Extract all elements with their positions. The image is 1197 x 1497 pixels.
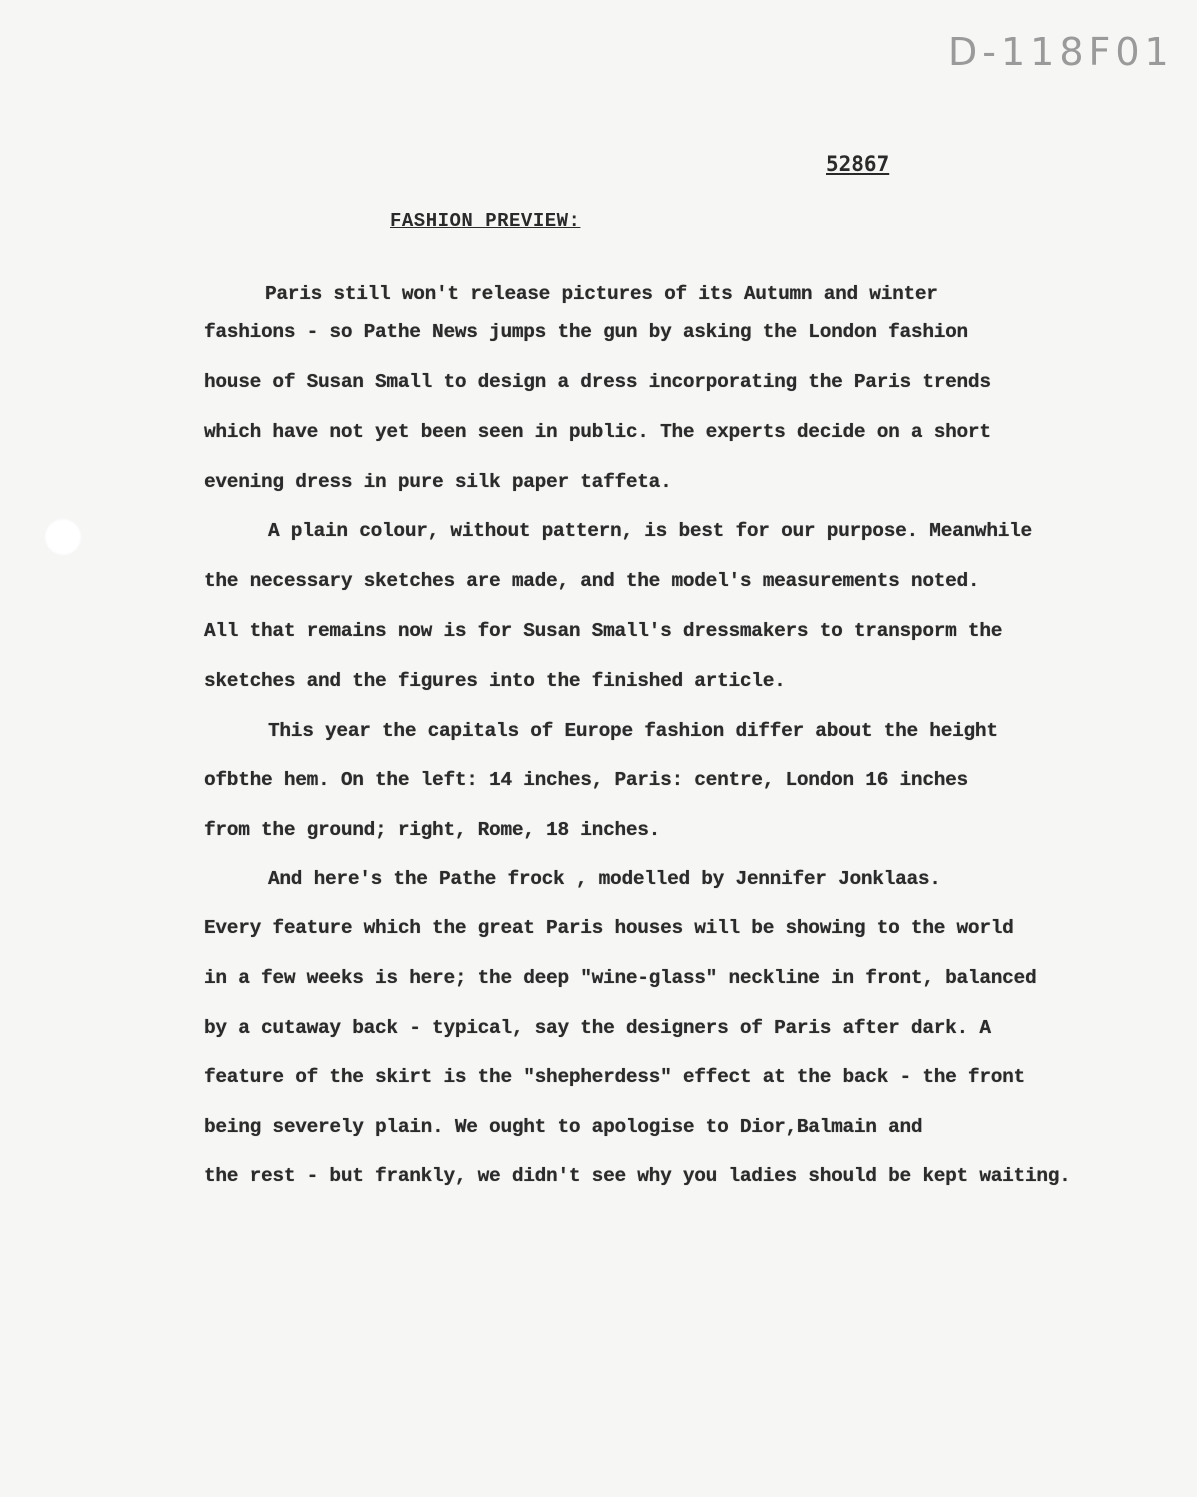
handwritten-reference: D-118F01 <box>948 30 1174 74</box>
body-line: Every feature which the great Paris houses will be showing to the world <box>204 917 1014 939</box>
body-line: from the ground; right, Rome, 18 inches. <box>204 819 661 841</box>
body-line: evening dress in pure silk paper taffeta. <box>204 471 672 493</box>
document-number: 52867 <box>826 152 890 176</box>
body-line: All that remains now is for Susan Small's dressmakers to transporm the <box>204 620 1003 642</box>
body-line: in a few weeks is here; the deep "wine-glass" neckline in front, balanced <box>204 967 1037 989</box>
body-line: which have not yet been seen in public. The experts decide on a short <box>204 421 991 443</box>
body-line: This year the capitals of Europe fashion differ about the height <box>268 720 998 742</box>
body-line: by a cutaway back - typical, say the designers of Paris after dark. A <box>204 1017 991 1039</box>
body-line: ofbthe hem. On the left: 14 inches, Paris: centre, London 16 inches <box>204 769 968 791</box>
body-line: fashions - so Pathe News jumps the gun by asking the London fashion <box>204 321 968 343</box>
body-line: A plain colour, without pattern, is best for our purpose. Meanwhile <box>268 520 1032 542</box>
page-title: FASHION PREVIEW: <box>390 210 581 232</box>
body-line: being severely plain. We ought to apologise to Dior,Balmain and <box>204 1116 923 1138</box>
body-line: house of Susan Small to design a dress incorporating the Paris trends <box>204 371 991 393</box>
body-line: Paris still won't release pictures of its Autumn and winter <box>265 283 938 305</box>
body-line: feature of the skirt is the "shepherdess" effect at the back - the front <box>204 1066 1025 1088</box>
body-line: sketches and the figures into the finished article. <box>204 670 786 692</box>
body-line: the necessary sketches are made, and the model's measurements noted. <box>204 570 980 592</box>
punch-hole <box>44 518 82 556</box>
body-line: the rest - but frankly, we didn't see why you ladies should be kept waiting. <box>204 1165 1071 1187</box>
body-line: And here's the Pathe frock , modelled by Jennifer Jonklaas. <box>268 868 941 890</box>
